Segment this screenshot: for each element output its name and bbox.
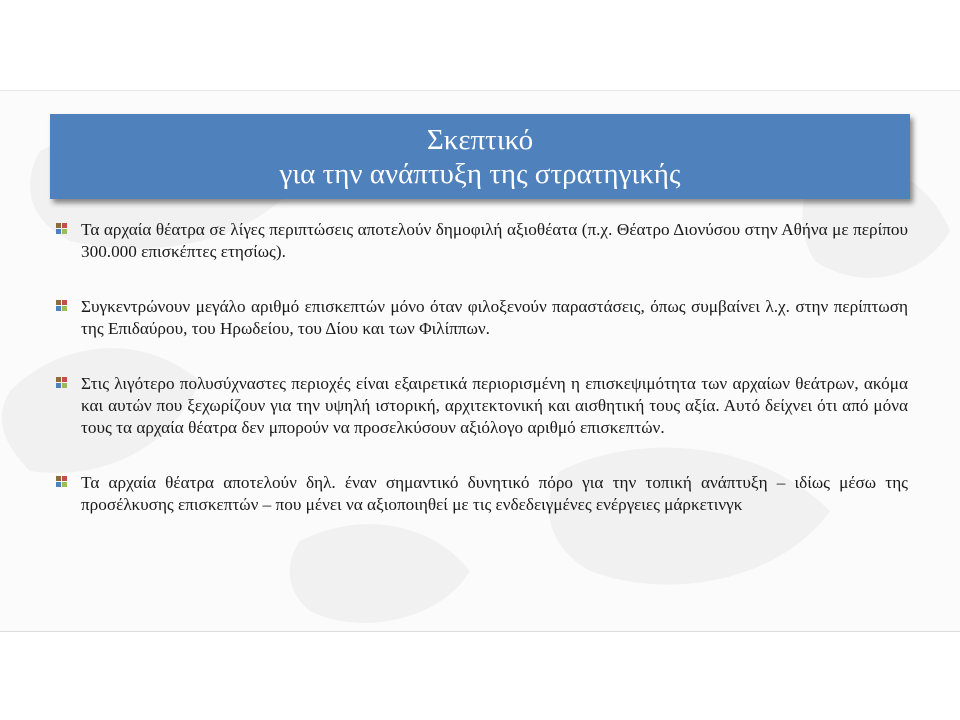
ornament-bullet-icon — [56, 223, 67, 234]
bullet-list — [56, 219, 908, 516]
bullet-text-4: Τα αρχαία θέατρα αποτελούν δηλ. έναν σημαντικό δυνητικό πόρο για την τοπική ανάπτυξη – ιδίως μέσω της προσέλκυσης επισκεπτών – που μένει να αξιοποιηθεί με τις ενδεδειγμένες ενέργειες μάρκετινγκ — [81, 473, 908, 514]
title-line-2: για την ανάπτυξη της στρατηγικής — [279, 158, 681, 190]
bullet-text-1: Τα αρχαία θέατρα σε λίγες περιπτώσεις αποτελούν δημοφιλή αξιοθέατα (π.χ. Θέατρο Διονύσου στην Αθήνα με περίπου 300.000 επισκέπτες ετησίως). — [81, 220, 908, 261]
bullet-item-3 — [56, 373, 908, 439]
bullet-text-3: Στις λιγότερο πολυσύχναστες περιοχές είναι εξαιρετικά περιορισμένη η επισκεψιμότητα των αρχαίων θεάτρων, ακόμα και αυτών που ξεχωρίζουν για την υψηλή ιστορική, αρχιτεκτονική και αισθητική τους αξία. Αυτό δείχνει ότι από μόνα τους τα αρχαία θέατρα δεν μπορούν να προσελκύσουν αξιόλογο αριθμό επισκεπτών. — [81, 374, 908, 437]
title-line-1: Σκεπτικό — [426, 124, 534, 156]
bullet-item-1 — [56, 219, 908, 263]
ornament-bullet-icon — [56, 300, 67, 311]
slide-title — [50, 114, 910, 199]
bullet-item-4 — [56, 472, 908, 516]
ornament-bullet-icon — [56, 377, 67, 388]
ornament-bullet-icon — [56, 476, 67, 487]
bullet-text-2: Συγκεντρώνουν μεγάλο αριθμό επισκεπτών μόνο όταν φιλοξενούν παραστάσεις, όπως συμβαίνει λ.χ. στην περίπτωση της Επιδαύρου, του Ηρωδείου, του Δίου και των Φιλίππων. — [81, 297, 908, 338]
slide — [0, 90, 960, 632]
bullet-item-2 — [56, 296, 908, 340]
